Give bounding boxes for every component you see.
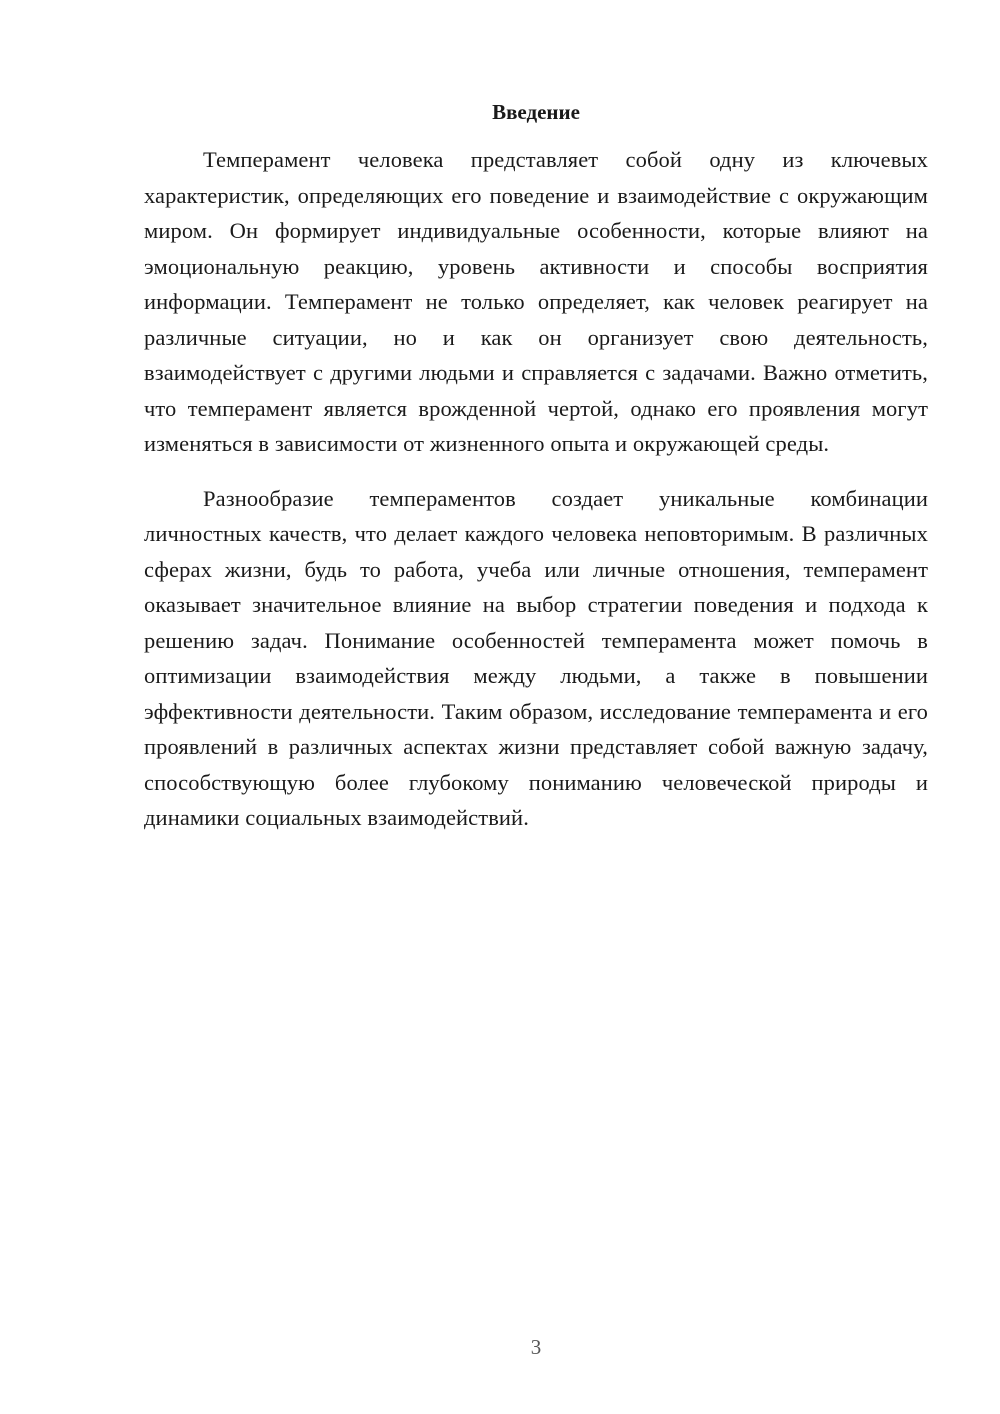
paragraph-1: Темперамент человека представляет собой одну из ключевых характеристик, определяющих его поведение и взаимодействие с окружающим миром. Он формирует индивидуальные особенности, которые влияют на эмоциональную реакцию, уровень активности и способы восприятия информации. Темперамент не только определяет, как человек реагирует на различные ситуации, но и как он организует свою деятельность, взаимодействует с другими людьми и справляется с задачами. Важно отметить, что темперамент является врожденной чертой, однако его проявления могут изменяться в зависимости от жизненного опыта и окружающей среды. (144, 147, 928, 456)
body-text (144, 142, 928, 836)
section-title: Введение (492, 100, 580, 124)
page-number: 3 (530, 1335, 542, 1359)
paragraph-2: Разнообразие темпераментов создает уникальные комбинации личностных качеств, что делает каждого человека неповторимым. В различных сферах жизни, будь то работа, учеба или личные отношения, темперамент оказывает значительное влияние на выбор стратегии поведения и подхода к решению задач. Понимание особенностей темперамента может помочь в оптимизации взаимодействия между людьми, а также в повышении эффективности деятельности. Таким образом, исследование темперамента и его проявлений в различных аспектах жизни представляет собой важную задачу, способствующую более глубокому пониманию человеческой природы и динамики социальных взаимодействий. (144, 485, 928, 830)
